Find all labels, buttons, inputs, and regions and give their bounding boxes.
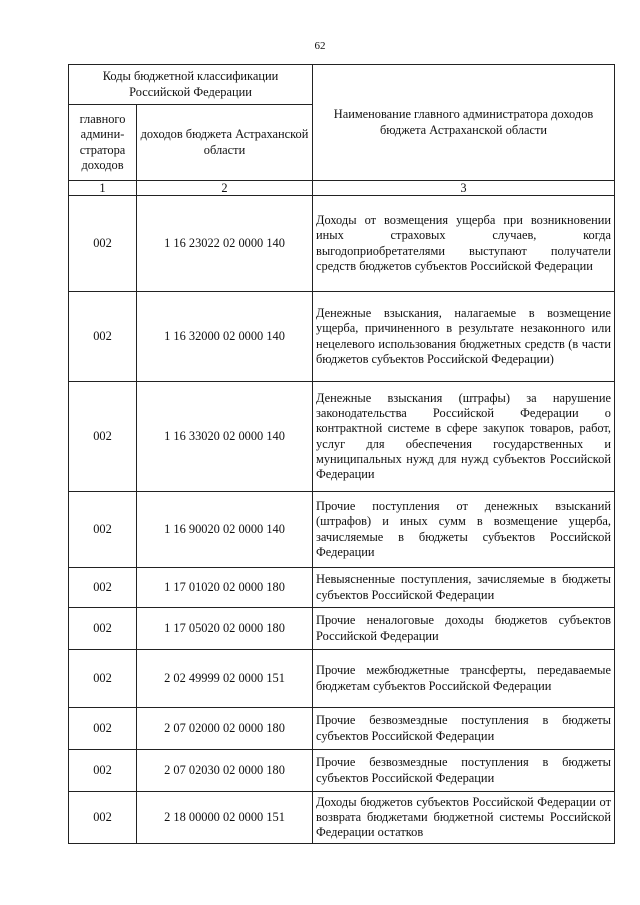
- income-code: 1 16 32000 02 0000 140: [137, 292, 313, 382]
- income-name: Доходы бюджетов субъектов Российской Федерации от возврата бюджетами бюджетной системы Российской Федерации остатков: [313, 792, 615, 844]
- table-row: [69, 708, 615, 750]
- income-code: 2 02 49999 02 0000 151: [137, 650, 313, 708]
- admin-code: 002: [69, 292, 137, 382]
- table-row: [69, 382, 615, 492]
- admin-code: 002: [69, 608, 137, 650]
- income-name: Невыясненные поступления, зачисляемые в бюджеты субъектов Российской Федерации: [313, 568, 615, 608]
- admin-code: 002: [69, 708, 137, 750]
- admin-code: 002: [69, 568, 137, 608]
- admin-code: 002: [69, 382, 137, 492]
- income-name: Прочие неналоговые доходы бюджетов субъектов Российской Федерации: [313, 608, 615, 650]
- admin-code: 002: [69, 650, 137, 708]
- budget-classification-table: [68, 64, 615, 844]
- income-code: 2 07 02030 02 0000 180: [137, 750, 313, 792]
- table-row: [69, 650, 615, 708]
- table-row: [69, 292, 615, 382]
- admin-code: 002: [69, 196, 137, 292]
- income-name: Денежные взыскания, налагаемые в возмещение ущерба, причиненного в результате незаконного или нецелевого использования бюджетных средств (в части бюджетов субъектов Российской Федерации): [313, 292, 615, 382]
- table-row: [69, 608, 615, 650]
- admin-code: 002: [69, 492, 137, 568]
- income-code: 1 17 01020 02 0000 180: [137, 568, 313, 608]
- header-administrator-name: Наименование главного администратора доходов бюджета Астраханской области: [313, 65, 615, 181]
- income-name: Прочие безвозмездные поступления в бюджеты субъектов Российской Федерации: [313, 750, 615, 792]
- income-name: Доходы от возмещения ущерба при возникновении иных страховых случаев, когда выгодоприобретателями выступают получатели средств бюджетов субъектов Российской Федерации: [313, 196, 615, 292]
- income-code: 1 16 33020 02 0000 140: [137, 382, 313, 492]
- table-row: [69, 492, 615, 568]
- income-code: 2 07 02000 02 0000 180: [137, 708, 313, 750]
- table-row: [69, 196, 615, 292]
- admin-code: 002: [69, 792, 137, 844]
- table-row: [69, 750, 615, 792]
- header-main-administrator: главного админи-стратора доходов: [69, 105, 137, 181]
- table-row: [69, 792, 615, 844]
- admin-code: 002: [69, 750, 137, 792]
- column-number-1: 1: [69, 181, 137, 196]
- income-name: Прочие безвозмездные поступления в бюджеты субъектов Российской Федерации: [313, 708, 615, 750]
- income-name: Прочие поступления от денежных взысканий (штрафов) и иных сумм в возмещение ущерба, зачисляемые в бюджеты субъектов Российской Федерации: [313, 492, 615, 568]
- column-number-2: 2: [137, 181, 313, 196]
- column-number-3: 3: [313, 181, 615, 196]
- income-code: 1 17 05020 02 0000 180: [137, 608, 313, 650]
- income-name: Прочие межбюджетные трансферты, передаваемые бюджетам субъектов Российской Федерации: [313, 650, 615, 708]
- table-row: [69, 568, 615, 608]
- header-income-code: доходов бюджета Астраханской области: [137, 105, 313, 181]
- income-code: 1 16 23022 02 0000 140: [137, 196, 313, 292]
- income-code: 2 18 00000 02 0000 151: [137, 792, 313, 844]
- income-name: Денежные взыскания (штрафы) за нарушение законодательства Российской Федерации о контрактной системе в сфере закупок товаров, работ, услуг для обеспечения государственных и муниципальных нужд для нужд субъектов Российской Федерации: [313, 382, 615, 492]
- income-code: 1 16 90020 02 0000 140: [137, 492, 313, 568]
- page-number: 62: [314, 40, 326, 52]
- header-budget-codes: Коды бюджетной классификации Российской Федерации: [69, 65, 313, 105]
